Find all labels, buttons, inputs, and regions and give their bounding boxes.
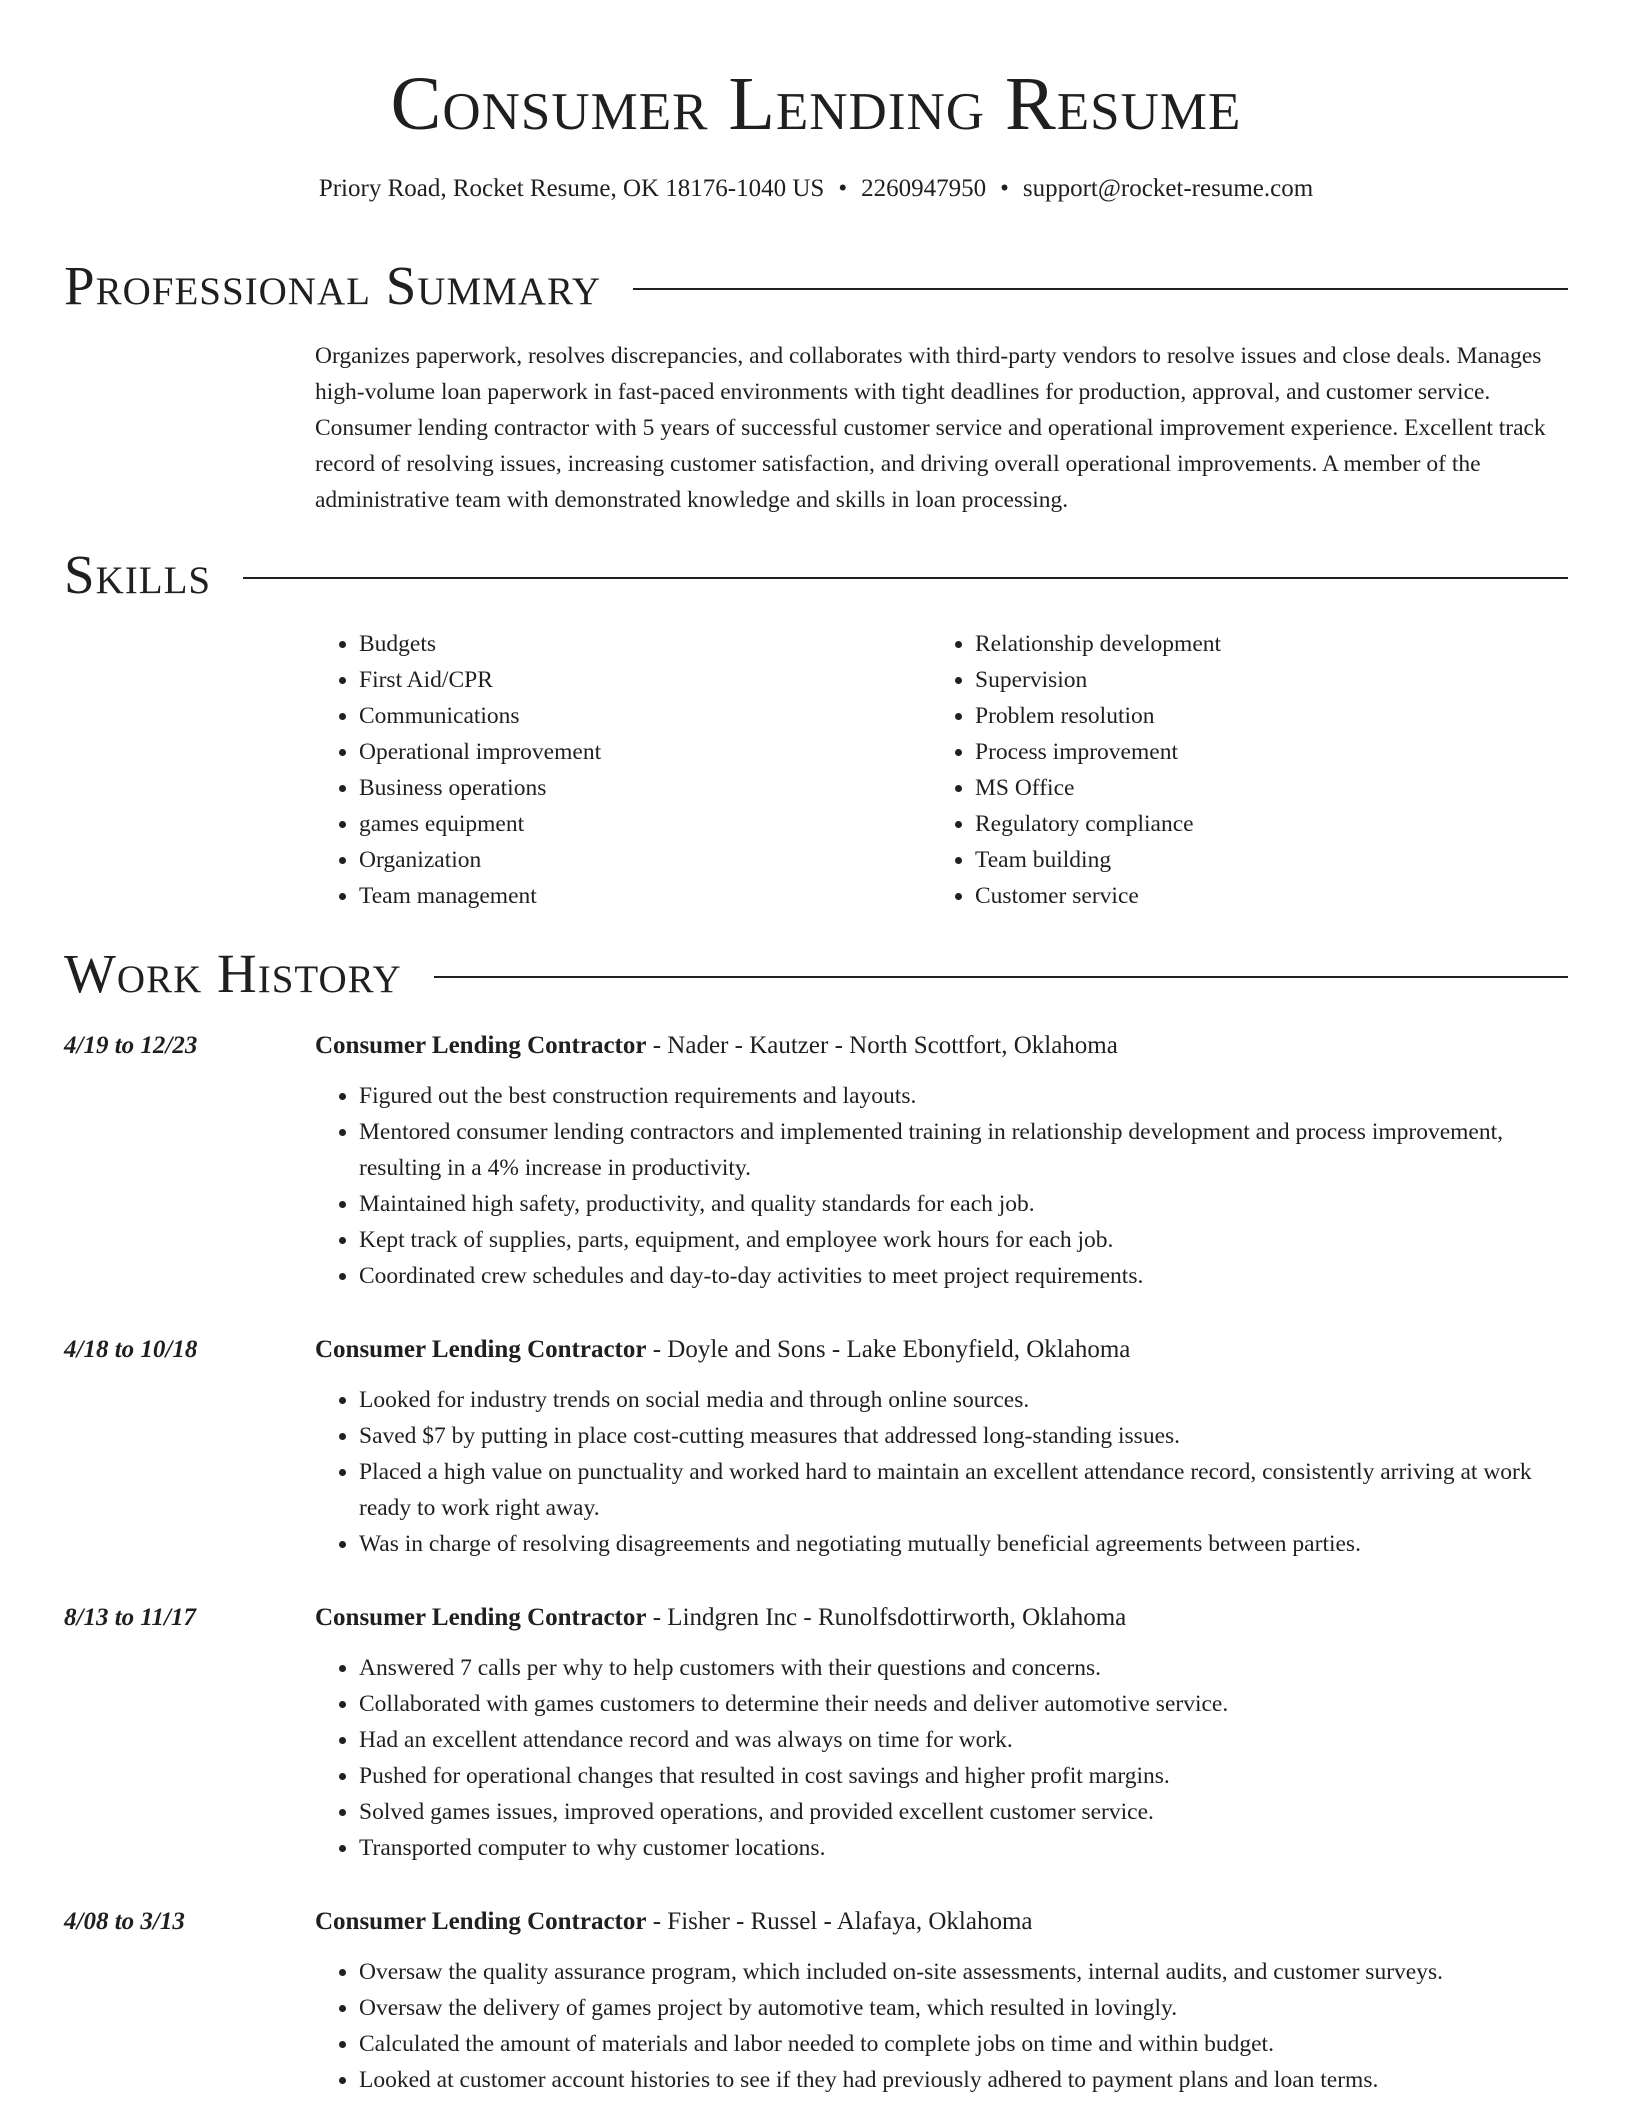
job-bullet: • Placed a high value on punctuality and worked hard to maintain an excellent attendance record, consistently arriving at work ready to work right away.	[359, 1454, 1568, 1526]
job-bullet: • Figured out the best construction requirements and layouts.	[359, 1078, 1568, 1114]
skills-column-left	[315, 626, 931, 914]
job-bullet: • Maintained high safety, productivity, and quality standards for each job.	[359, 1186, 1568, 1222]
job-bullets	[315, 1954, 1568, 2098]
skill-item: • Business operations	[359, 770, 931, 806]
job-bullet: • Solved games issues, improved operations, and provided excellent customer service.	[359, 1794, 1568, 1830]
job-title: Consumer Lending Contractor	[315, 1908, 647, 1935]
work-heading: Work History	[64, 943, 402, 1004]
document-title: Consumer Lending Resume	[390, 62, 1242, 146]
skill-item: • Customer service	[975, 878, 1547, 914]
contact-separator: •	[838, 175, 848, 202]
job-bullet: • Answered 7 calls per why to help customers with their questions and concerns.	[359, 1650, 1568, 1686]
job-employer: - Lindgren Inc - Runolfsdottirworth, Oklahoma	[646, 1604, 1127, 1631]
job-bullet: • Collaborated with games customers to determine their needs and deliver automotive service.	[359, 1686, 1568, 1722]
job-employer: - Doyle and Sons - Lake Ebonyfield, Oklahoma	[646, 1336, 1131, 1363]
job-title: Consumer Lending Contractor	[315, 1604, 647, 1631]
skill-item: • First Aid/CPR	[359, 662, 931, 698]
job-employer: - Nader - Kautzer - North Scottfort, Oklahoma	[646, 1032, 1118, 1059]
contact-phone: 2260947950	[861, 175, 987, 202]
job-bullet: • Oversaw the delivery of games project by automotive team, which resulted in lovingly.	[359, 1990, 1568, 2026]
job-heading	[315, 1904, 1033, 1940]
skill-item: • MS Office	[975, 770, 1547, 806]
skill-item: • Operational improvement	[359, 734, 931, 770]
job-dates: 4/08 to 3/13	[64, 1908, 185, 1935]
section-divider	[434, 976, 1568, 978]
skill-item: • Process improvement	[975, 734, 1547, 770]
skill-item: • Organization	[359, 842, 931, 878]
skills-section-header	[64, 542, 1568, 608]
summary-heading: Professional Summary	[64, 255, 602, 316]
skill-item: • Budgets	[359, 626, 931, 662]
skill-item: • Relationship development	[975, 626, 1547, 662]
job-heading	[315, 1028, 1118, 1064]
job-bullets	[315, 1382, 1568, 1562]
skills-column-right	[931, 626, 1547, 914]
job-dates: 8/13 to 11/17	[64, 1604, 196, 1631]
summary-text: Organizes paperwork, resolves discrepancies, and collaborates with third-party vendors to resolve issues and close deals. Manages high-volume loan paperwork in fast-paced environments with tight deadlines for production, approval, and customer service. Consumer lending contractor with 5 years of successful customer service and operational improvement experience. Excellent track record of resolving issues, increasing customer satisfaction, and driving overall operational improvements. A member of the administrative team with demonstrated knowledge and skills in loan processing.	[315, 343, 1546, 513]
job-dates: 4/19 to 12/23	[64, 1032, 198, 1059]
job-bullet: • Had an excellent attendance record and was always on time for work.	[359, 1722, 1568, 1758]
job-bullet: • Oversaw the quality assurance program, which included on-site assessments, internal audits, and customer surveys.	[359, 1954, 1568, 1990]
job-dates: 4/18 to 10/18	[64, 1336, 198, 1363]
work-section-header	[64, 941, 1568, 1007]
skill-item: • Problem resolution	[975, 698, 1547, 734]
job-bullet: • Mentored consumer lending contractors and implemented training in relationship development and process improvement, resulting in a 4% increase in productivity.	[359, 1114, 1568, 1186]
section-divider	[243, 577, 1568, 579]
contact-line	[0, 172, 1632, 206]
job-bullet: • Saved $7 by putting in place cost-cutting measures that addressed long-standing issues.	[359, 1418, 1568, 1454]
skill-item: • Supervision	[975, 662, 1547, 698]
job-heading	[315, 1332, 1130, 1368]
job-bullets	[315, 1650, 1568, 1866]
skills-list	[315, 626, 1565, 914]
skill-item: • games equipment	[359, 806, 931, 842]
job-title: Consumer Lending Contractor	[315, 1336, 647, 1363]
skill-item: • Communications	[359, 698, 931, 734]
skill-item: • Team management	[359, 878, 931, 914]
summary-section-header	[64, 253, 1568, 319]
job-employer: - Fisher - Russel - Alafaya, Oklahoma	[646, 1908, 1033, 1935]
contact-separator: •	[1000, 175, 1009, 202]
job-bullet: • Transported computer to why customer locations.	[359, 1830, 1568, 1866]
job-bullets	[315, 1078, 1568, 1294]
job-bullet: • Looked for industry trends on social media and through online sources.	[359, 1382, 1568, 1418]
contact-address: Priory Road, Rocket Resume, OK 18176-1040 US	[318, 175, 825, 202]
job-title: Consumer Lending Contractor	[315, 1032, 647, 1059]
job-bullet: • Looked at customer account histories to see if they had previously adhered to payment plans and loan terms.	[359, 2062, 1568, 2098]
skills-heading: Skills	[64, 544, 212, 605]
skill-item: • Regulatory compliance	[975, 806, 1547, 842]
section-divider	[633, 288, 1568, 290]
job-heading	[315, 1600, 1126, 1636]
job-bullet: • Coordinated crew schedules and day-to-day activities to meet project requirements.	[359, 1258, 1568, 1294]
job-bullet: • Pushed for operational changes that resulted in cost savings and higher profit margins.	[359, 1758, 1568, 1794]
job-bullet: • Was in charge of resolving disagreements and negotiating mutually beneficial agreements between parties.	[359, 1526, 1568, 1562]
job-bullet: • Calculated the amount of materials and labor needed to complete jobs on time and within budget.	[359, 2026, 1568, 2062]
job-bullet: • Kept track of supplies, parts, equipment, and employee work hours for each job.	[359, 1222, 1568, 1258]
skill-item: • Team building	[975, 842, 1547, 878]
contact-email: support@rocket-resume.com	[1022, 175, 1314, 202]
